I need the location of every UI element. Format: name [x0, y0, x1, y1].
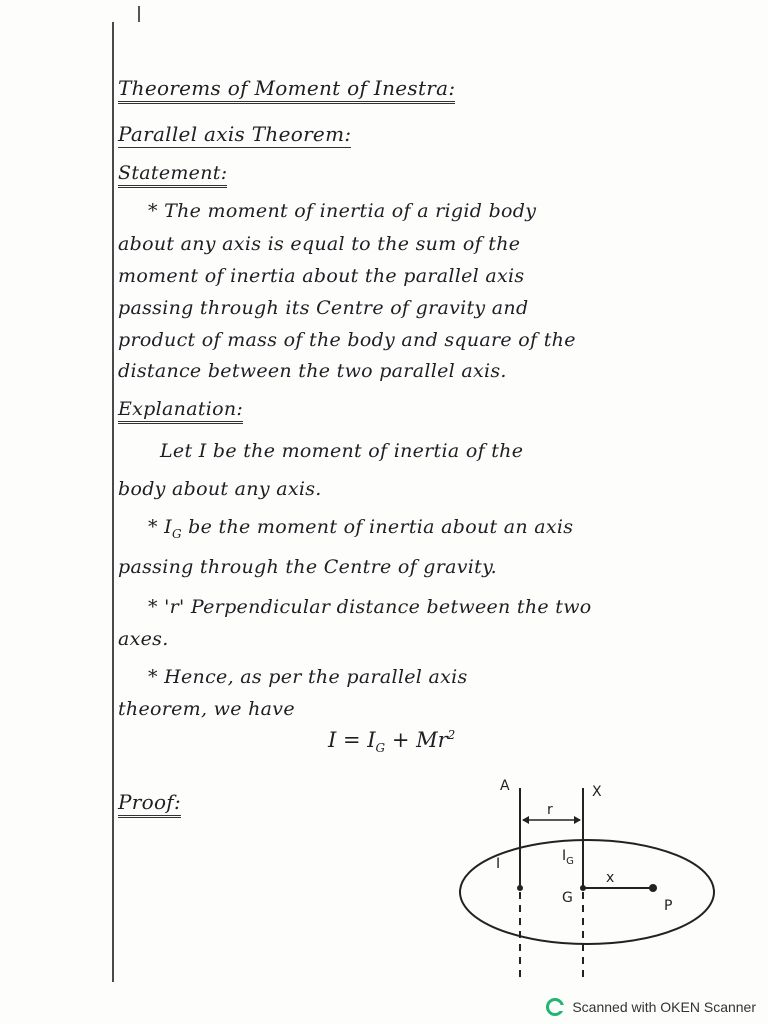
r-definition-line-2: axes. [118, 628, 169, 650]
point-p [649, 884, 657, 892]
label-r: r [547, 802, 553, 818]
label-p: P [664, 898, 673, 914]
parallel-axis-diagram [450, 770, 730, 985]
explanation-line: body about any axis. [118, 478, 322, 500]
statement-line: passing through its Centre of gravity and [118, 297, 529, 319]
statement-line: about any axis is equal to the sum of the [118, 233, 521, 255]
label-ig: $I_G$ [562, 848, 574, 867]
section-heading-parallel-axis: Parallel axis Theorem: [118, 122, 352, 146]
page-title: Theorems of Moment of Inestra: [118, 76, 455, 100]
axis-a-point [517, 885, 523, 891]
explanation-heading: Explanation: [118, 398, 243, 420]
statement-line: product of mass of the body and square of the [118, 329, 576, 351]
ig-definition-line: * $I_G$ be the moment of inertia about an axis [148, 516, 574, 541]
statement-line: moment of inertia about the parallel axis [118, 265, 525, 287]
label-g: G [562, 890, 573, 906]
label-x-distance: x [606, 870, 615, 886]
r-definition-line: * 'r' Perpendicular distance between the two [148, 596, 592, 618]
label-x: X [592, 784, 602, 800]
scanner-logo-icon [546, 998, 564, 1016]
parallel-axis-formula: $I = I_G + Mr^2$ [328, 728, 456, 756]
r-arrow-left [522, 816, 529, 824]
r-arrow-right [574, 816, 581, 824]
hence-line-2: theorem, we have [118, 698, 295, 720]
label-i: I [496, 856, 501, 872]
statement-line: * The moment of inertia of a rigid body [148, 200, 537, 222]
statement-line: distance between the two parallel axis. [118, 360, 507, 382]
explanation-line: Let I be the moment of inertia of the [160, 440, 524, 462]
ig-definition-line-2: passing through the Centre of gravity. [118, 556, 497, 578]
margin-line [112, 22, 114, 982]
margin-tick [138, 6, 140, 22]
scanner-watermark [546, 998, 756, 1016]
statement-heading: Statement: [118, 162, 227, 184]
centre-of-gravity-point [580, 885, 586, 891]
hence-line: * Hence, as per the parallel axis [148, 666, 468, 688]
proof-heading: Proof: [118, 790, 181, 814]
label-a: A [500, 778, 510, 794]
watermark-text: Scanned with OKEN Scanner [572, 999, 756, 1015]
